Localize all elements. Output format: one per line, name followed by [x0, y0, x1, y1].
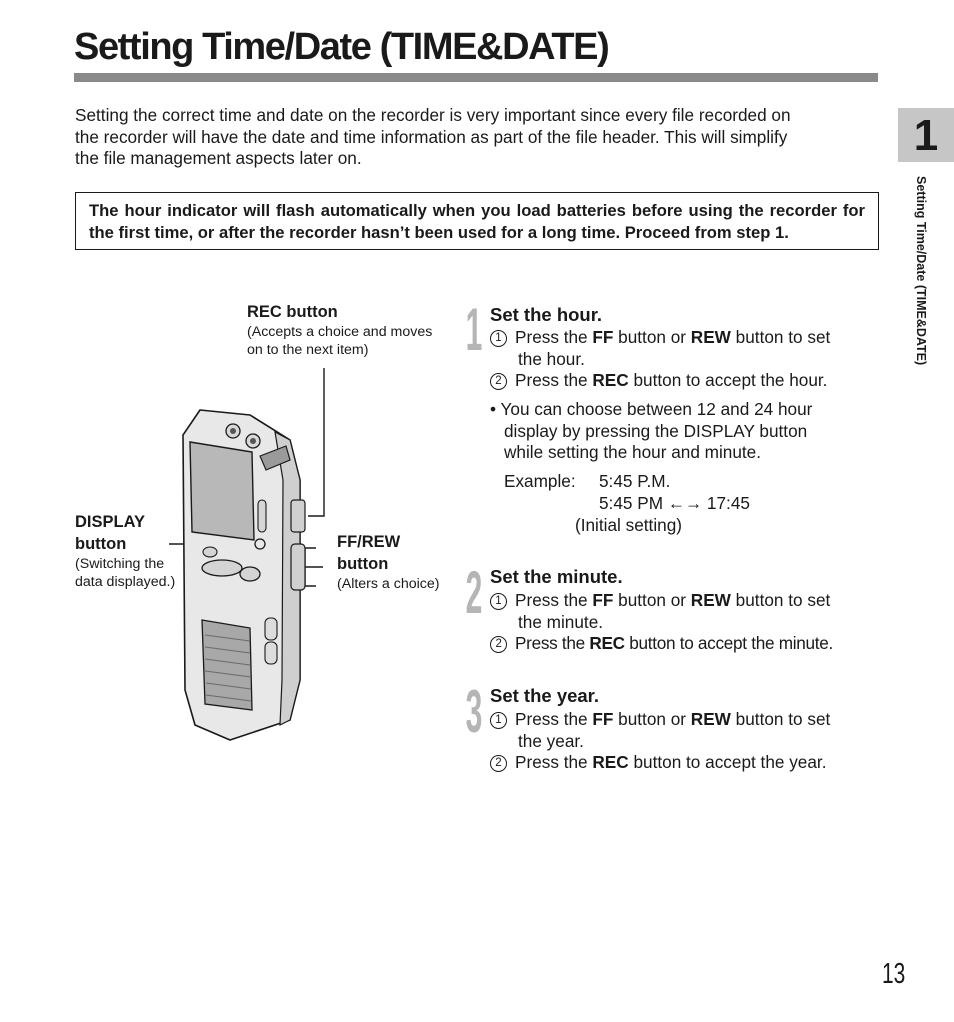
- intro-line: the recorder will have the date and time information as part of the file header. This will simplify: [75, 126, 788, 147]
- intro-line: the file management aspects later on.: [75, 148, 362, 168]
- bullet: •: [490, 399, 497, 419]
- step-instruction: 1 Press the FF button or REW button to set: [490, 327, 879, 349]
- step-title: Set the year.: [490, 685, 600, 706]
- step-instruction: 2 Press the REC button to accept the year.: [490, 752, 879, 774]
- step-instruction: 1 Press the FF button or REW button to set: [490, 590, 879, 612]
- rec-button-desc: on to the next item): [247, 342, 369, 358]
- step-instruction-cont: the year.: [518, 731, 584, 751]
- step-instruction-cont: the hour.: [518, 349, 585, 369]
- step-number: 2: [465, 559, 483, 626]
- display-button-label: button: [75, 535, 127, 553]
- note-line: display by pressing the DISPLAY button: [504, 421, 808, 441]
- step-instruction: 2 Press the REC button to accept the minute.: [490, 633, 879, 655]
- circled-number: 2: [490, 636, 507, 653]
- notice-box: The hour indicator will flash automatically when you load batteries before using the recorder for the first time, or after the recorder hasn’t been used for a long time. Proceed from step 1.: [75, 192, 879, 250]
- step-number: 3: [465, 678, 483, 745]
- circled-number: 1: [490, 712, 507, 729]
- title-rule: [74, 73, 878, 82]
- page-title: Setting Time/Date (TIME&DATE): [74, 26, 609, 68]
- note-line: • You can choose between 12 and 24 hour: [490, 399, 813, 419]
- circled-number: 2: [490, 755, 507, 772]
- note-line: while setting the hour and minute.: [504, 442, 762, 462]
- circled-number: 2: [490, 373, 507, 390]
- side-section-label: Setting Time/Date (TIME&DATE): [914, 176, 928, 366]
- circled-number: 1: [490, 593, 507, 610]
- step-instruction: 1 Press the FF button or REW button to set: [490, 709, 879, 731]
- step-instruction: 2 Press the REC button to accept the hour.: [490, 370, 879, 392]
- step-instruction-cont: the minute.: [518, 612, 604, 632]
- example-value: 5:45 PM ←→ 17:45: [599, 493, 750, 513]
- step-number: 1: [465, 296, 483, 363]
- ffrew-button-desc: (Alters a choice): [337, 576, 440, 592]
- chapter-tab: 1: [898, 108, 954, 162]
- voice-recorder-illustration: [150, 360, 330, 745]
- circled-number: 1: [490, 330, 507, 347]
- display-button-desc: (Switching the: [75, 556, 165, 572]
- step-title: Set the hour.: [490, 304, 603, 325]
- intro-paragraph: [75, 105, 879, 170]
- rec-button-label: REC button: [247, 303, 338, 321]
- step-title: Set the minute.: [490, 566, 623, 587]
- example-value: 5:45 P.M.: [599, 471, 671, 491]
- example-value: (Initial setting): [575, 515, 682, 535]
- rec-button-desc: (Accepts a choice and moves: [247, 324, 433, 340]
- intro-line: Setting the correct time and date on the recorder is very important since every file recorded on: [75, 105, 791, 125]
- ffrew-button-label: button: [337, 555, 389, 573]
- example-label: Example:: [504, 471, 576, 491]
- ffrew-button-label: FF/REW: [337, 533, 401, 551]
- page-number: 13: [882, 958, 906, 990]
- display-button-desc: data displayed.): [75, 574, 176, 590]
- display-button-label: DISPLAY: [75, 513, 145, 531]
